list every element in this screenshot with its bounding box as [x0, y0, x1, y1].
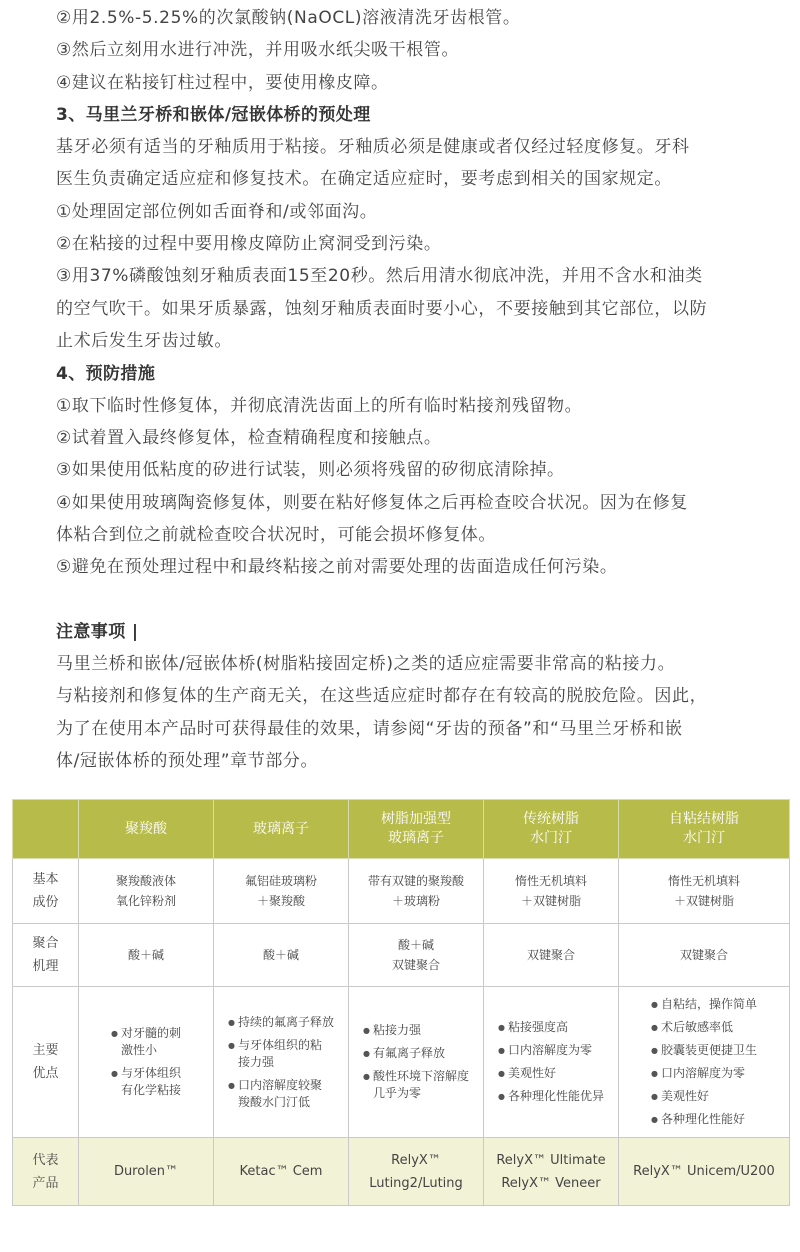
composition-cell	[214, 859, 349, 924]
cell-line: 聚羧酸	[125, 820, 167, 837]
products-cell	[214, 1138, 349, 1206]
cell-line: ＋双键树脂	[673, 894, 734, 908]
cell-line: 玻璃离子	[253, 820, 309, 837]
advantage-item: ● 持续的氟离子释放	[228, 1014, 334, 1031]
cell-line: RelyX™	[391, 1152, 441, 1168]
cell-line: 自粘结树脂	[669, 811, 739, 827]
column-header	[619, 800, 790, 859]
notes-line: 为了在使用本产品时可获得最佳的效果，请参阅“牙齿的预备”和“马里兰牙桥和嵌	[56, 719, 683, 739]
cement-comparison-table	[12, 799, 790, 1206]
advantage-item: ● 口内溶解度为零	[651, 1065, 757, 1082]
advantage-item: ● 有氟离子释放	[363, 1045, 469, 1062]
cell-line: 树脂加强型	[381, 811, 451, 827]
advantage-item: ● 口内溶解度较聚 羧酸水门汀低	[228, 1077, 334, 1111]
advantage-item: ● 与牙体组织 有化学粘接	[111, 1065, 181, 1099]
cell-line: 氧化锌粉剂	[115, 894, 176, 908]
advantages-list	[363, 1016, 469, 1108]
table-row-products	[13, 1138, 790, 1206]
cell-line: ＋聚羧酸	[256, 894, 305, 908]
advantage-item: ● 自粘结，操作简单	[651, 996, 757, 1013]
advantage-item: ● 与牙体组织的粘 接力强	[228, 1037, 334, 1071]
products-cell	[349, 1138, 484, 1206]
advantage-item: ● 对牙髓的刺 激性小	[111, 1025, 181, 1059]
row-label	[13, 987, 79, 1138]
section-heading: 3、马里兰牙桥和嵌体/冠嵌体桥的预处理	[56, 105, 371, 125]
row-label	[13, 1138, 79, 1206]
mechanism-cell	[79, 924, 214, 987]
cell-line: 玻璃离子	[388, 830, 444, 846]
cell-line: 惰性无机填料	[667, 874, 740, 888]
composition-cell	[349, 859, 484, 924]
cell-line: 主要	[32, 1043, 59, 1058]
cell-line: 基本	[32, 872, 59, 887]
mechanism-cell	[619, 924, 790, 987]
column-header	[484, 800, 619, 859]
advantages-cell	[214, 987, 349, 1138]
mechanism-cell	[349, 924, 484, 987]
body-line: ②试着置入最终修复体，检查精确程度和接触点。	[56, 428, 442, 448]
advantages-cell	[79, 987, 214, 1138]
cell-line: 优点	[32, 1066, 59, 1081]
advantage-item: ● 各种理化性能好	[651, 1111, 757, 1128]
column-header	[79, 800, 214, 859]
advantages-list	[111, 1019, 181, 1105]
advantage-item: ● 美观性好	[651, 1088, 757, 1105]
table-row-advantages	[13, 987, 790, 1138]
cell-line: RelyX™ Ultimate	[496, 1152, 606, 1168]
cell-line: 惰性无机填料	[514, 874, 587, 888]
cell-line: 产品	[32, 1175, 59, 1191]
cell-line: RelyX™ Unicem/U200	[633, 1164, 775, 1179]
body-line: 体粘合到位之前就检查咬合状况时，可能会损坏修复体。	[56, 525, 496, 545]
advantage-item: ● 术后敏感率低	[651, 1019, 757, 1036]
body-line: 医生负责确定适应症和修复技术。在确定适应症时，要考虑到相关的国家规定。	[56, 169, 672, 189]
cell-line: 双键聚合	[391, 958, 440, 972]
cell-line: ＋玻璃粉	[391, 894, 440, 908]
body-line: ③如果使用低粘度的矽进行试装，则必须将残留的矽彻底清除掉。	[56, 460, 565, 480]
body-line: ②在粘接的过程中要用橡皮障防止窝洞受到污染。	[56, 234, 442, 254]
row-label	[13, 859, 79, 924]
mechanism-cell	[484, 924, 619, 987]
advantages-cell	[619, 987, 790, 1138]
body-line: 止术后发生牙齿过敏。	[56, 331, 232, 351]
advantages-list	[228, 1008, 334, 1117]
cell-line: Ketac™ Cem	[239, 1164, 323, 1179]
notes-line: 马里兰桥和嵌体/冠嵌体桥(树脂粘接固定桥)之类的适应症需要非常高的粘接力。	[56, 654, 676, 674]
table-row-mechanism	[13, 924, 790, 987]
cell-line: Luting2/Luting	[369, 1175, 463, 1191]
table-corner-cell	[13, 800, 79, 859]
products-cell	[619, 1138, 790, 1206]
advantage-item: ● 酸性环境下溶解度 几乎为零	[363, 1068, 469, 1102]
advantage-item: ● 口内溶解度为零	[498, 1042, 604, 1059]
composition-cell	[619, 859, 790, 924]
body-line: ①取下临时性修复体，并彻底清洗齿面上的所有临时粘接剂残留物。	[56, 396, 583, 416]
table-header-row	[13, 800, 790, 859]
body-line: ④建议在粘接钉柱过程中，要使用橡皮障。	[56, 73, 389, 93]
cell-line: 水门汀	[530, 830, 572, 846]
body-line: ③然后立刻用水进行冲洗，并用吸水纸尖吸干根管。	[56, 40, 460, 60]
cell-line: 酸＋碱	[127, 948, 164, 962]
cell-line: 带有双键的聚羧酸	[367, 874, 464, 888]
body-line: ②用2.5%-5.25%的次氯酸钠(NaOCL)溶液清洗牙齿根管。	[56, 8, 521, 28]
cell-line: 成份	[32, 895, 59, 910]
body-line: ④如果使用玻璃陶瓷修复体，则要在粘好修复体之后再检查咬合状况。因为在修复	[56, 493, 688, 513]
advantages-cell	[349, 987, 484, 1138]
column-header	[214, 800, 349, 859]
cell-line: 聚羧酸液体	[115, 874, 176, 888]
cell-line: 水门汀	[683, 830, 725, 846]
body-line: ①处理固定部位例如舌面脊和/或邻面沟。	[56, 202, 378, 222]
body-line: ⑤避免在预处理过程中和最终粘接之前对需要处理的齿面造成任何污染。	[56, 557, 618, 577]
cell-line: 代表	[32, 1152, 59, 1168]
cell-line: Durolen™	[113, 1164, 179, 1179]
notes-heading: 注意事项 |	[56, 622, 139, 642]
cell-line: 酸＋碱	[397, 938, 434, 952]
advantage-item: ● 美观性好	[498, 1065, 604, 1082]
cell-line: 聚合	[32, 936, 59, 951]
body-line: ③用37%磷酸蚀刻牙釉质表面15至20秒。然后用清水彻底冲洗，并用不含水和油类	[56, 266, 703, 286]
composition-cell	[79, 859, 214, 924]
cell-line: RelyX™ Veneer	[501, 1175, 601, 1191]
body-line: 的空气吹干。如果牙质暴露，蚀刻牙釉质表面时要小心，不要接触到其它部位，以防	[56, 299, 708, 319]
advantages-list	[498, 1013, 604, 1111]
advantages-list	[651, 990, 757, 1134]
row-label	[13, 924, 79, 987]
cell-line: 酸＋碱	[262, 948, 299, 962]
products-cell	[484, 1138, 619, 1206]
mechanism-cell	[214, 924, 349, 987]
advantage-item: ● 胶囊装更便捷卫生	[651, 1042, 757, 1059]
products-cell	[79, 1138, 214, 1206]
column-header	[349, 800, 484, 859]
advantages-cell	[484, 987, 619, 1138]
cell-line: ＋双键树脂	[520, 894, 581, 908]
cell-line: 机理	[32, 959, 59, 974]
advantage-item: ● 各种理化性能优异	[498, 1088, 604, 1105]
notes-line: 与粘接剂和修复体的生产商无关，在这些适应症时都存在有较高的脱胶危险。因此，	[56, 686, 708, 706]
composition-cell	[484, 859, 619, 924]
notes-line: 体/冠嵌体桥的预处理”章节部分。	[56, 751, 319, 771]
table-row-composition	[13, 859, 790, 924]
cell-line: 双键聚合	[679, 948, 728, 962]
cell-line: 氟铝硅玻璃粉	[244, 874, 317, 888]
cell-line: 传统树脂	[523, 811, 579, 827]
section-heading: 4、预防措施	[56, 364, 156, 384]
advantage-item: ● 粘接强度高	[498, 1019, 604, 1036]
body-line: 基牙必须有适当的牙釉质用于粘接。牙釉质必须是健康或者仅经过轻度修复。牙科	[56, 137, 690, 157]
advantage-item: ● 粘接力强	[363, 1022, 469, 1039]
cell-line: 双键聚合	[526, 948, 575, 962]
